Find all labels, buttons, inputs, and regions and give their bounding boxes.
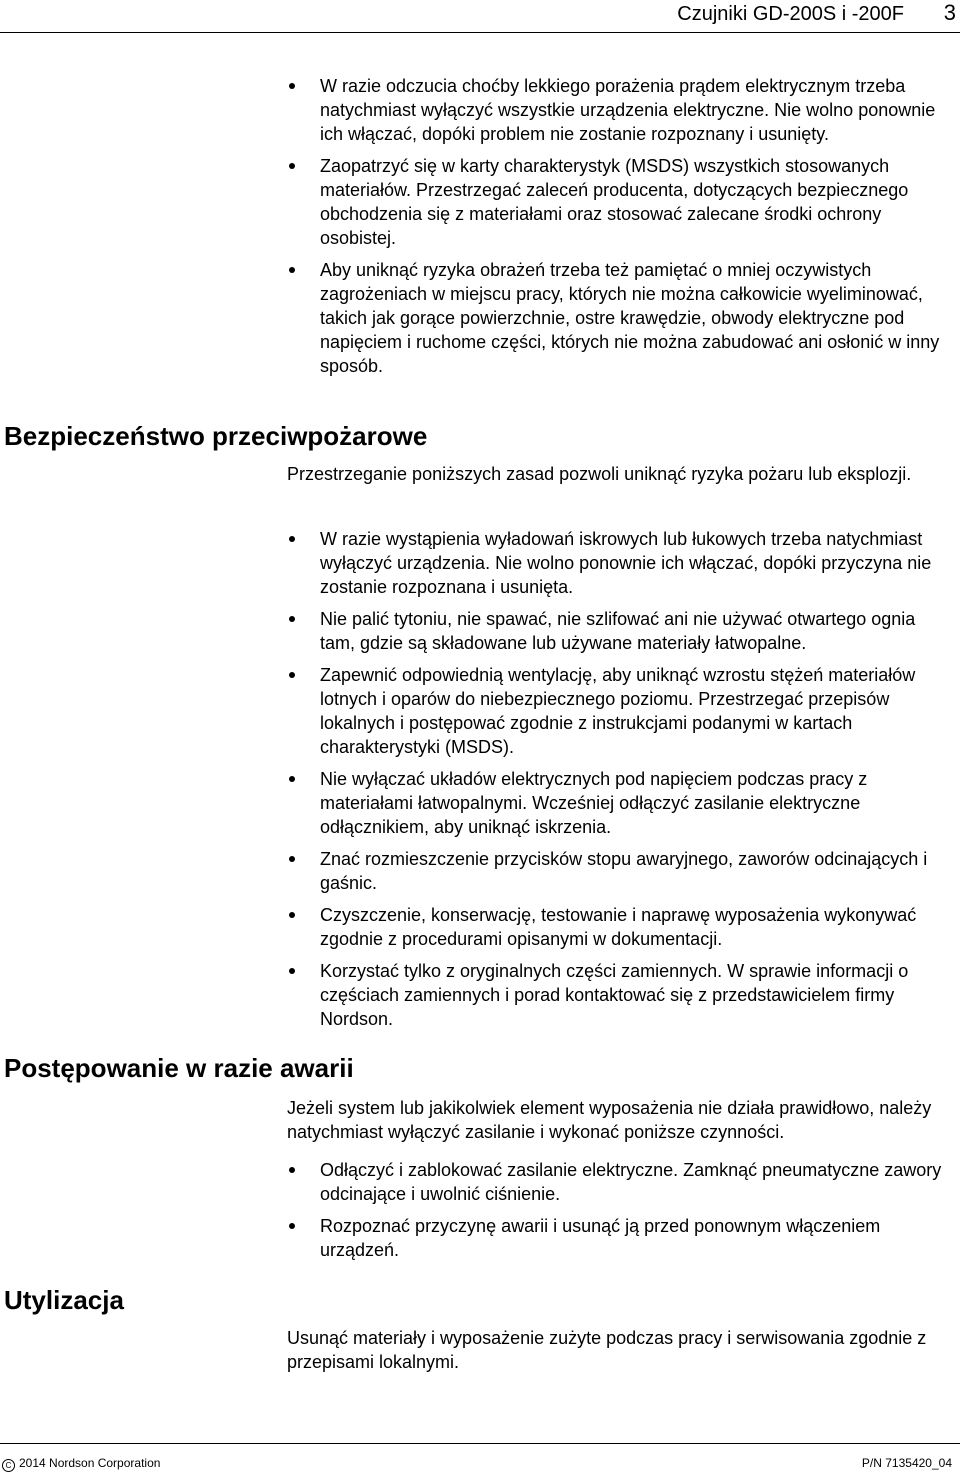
bullet-icon	[289, 536, 295, 542]
footer-part-number: P/N 7135420_04	[861, 1456, 952, 1470]
list-item: Znać rozmieszczenie przycisków stopu awaryjnego, zaworów odcinających i gaśnic.	[287, 847, 955, 895]
list-item: Odłączyć i zablokować zasilanie elektryczne. Zamknąć pneumatyczne zawory odcinające i uwolnić ciśnienie.	[287, 1158, 955, 1206]
section-heading-disposal: Utylizacja	[4, 1285, 124, 1315]
fire-intro-paragraph: Przestrzeganie poniższych zasad pozwoli uniknąć ryzyka pożaru lub eksplozji.	[287, 464, 912, 484]
disposal-paragraph: Usunąć materiały i wyposażenie zużyte podczas pracy i serwisowania zgodnie z przepisami lokalnymi.	[287, 1328, 927, 1372]
top-bullet-list	[287, 74, 955, 378]
bullet-icon	[289, 968, 295, 974]
bullet-icon	[289, 1167, 295, 1173]
list-item: W razie odczucia choćby lekkiego porażenia prądem elektrycznym trzeba natychmiast wyłączyć wszystkie urządzenia elektryczne. Nie wolno ponownie ich włączać, dopóki problem nie zostanie rozpoznany i usunięty.	[287, 74, 955, 146]
list-item: Zapewnić odpowiednią wentylację, aby uniknąć wzrostu stężeń materiałów lotnych i oparów do niebezpiecznego poziomu. Przestrzegać przepisów lokalnych i postępować zgodnie z instrukcjami podanymi w kartach charakterystyki (MSDS).	[287, 663, 955, 759]
bullet-icon	[289, 267, 295, 273]
list-item: W razie wystąpienia wyładowań iskrowych lub łukowych trzeba natychmiast wyłączyć urządzenia. Nie wolno ponownie ich włączać, dopóki przyczyna nie zostanie rozpoznana i usunięta.	[287, 527, 955, 599]
list-item: Czyszczenie, konserwację, testowanie i naprawę wyposażenia wykonywać zgodnie z procedurami opisanymi w dokumentacji.	[287, 903, 955, 951]
section-heading-emergency: Postępowanie w razie awarii	[4, 1053, 354, 1083]
bullet-icon	[289, 912, 295, 918]
footer-divider	[0, 1443, 960, 1444]
bullet-icon	[289, 163, 295, 169]
list-item: Rozpoznać przyczynę awarii i usunąć ją przed ponownym włączeniem urządzeń.	[287, 1214, 955, 1262]
bullet-icon	[289, 776, 295, 782]
emergency-intro-paragraph: Jeżeli system lub jakikolwiek element wyposażenia nie działa prawidłowo, należy natychmiast wyłączyć zasilanie i wykonać poniższe czynności.	[287, 1098, 932, 1142]
list-item: Zaopatrzyć się w karty charakterystyk (MSDS) wszystkich stosowanych materiałów. Przestrzegać zaleceń producenta, dotyczących bezpiecznego obchodzenia się z materiałami oraz stosować zalecane środki ochrony osobistej.	[287, 154, 955, 250]
list-item: Nie wyłączać układów elektrycznych pod napięciem podczas pracy z materiałami łatwopalnymi. Wcześniej odłączyć zasilanie elektryczne odłącznikiem, aby uniknąć iskrzenia.	[287, 767, 955, 839]
bullet-icon	[289, 1223, 295, 1229]
copyright-icon: C	[2, 1459, 15, 1472]
list-item: Aby uniknąć ryzyka obrażeń trzeba też pamiętać o mniej oczywistych zagrożeniach w miejscu pracy, których nie można całkowicie wyeliminować, takich jak gorące powierzchnie, ostre krawędzie, obwody elektryczne pod napięciem i ruchome części, których nie można zabudować ani osłonić w inny sposób.	[287, 258, 955, 378]
running-header-title: Czujniki GD-200S i -200F	[677, 3, 904, 25]
page-number: 3	[943, 0, 956, 25]
bullet-icon	[289, 83, 295, 89]
footer-copyright: C 2014 Nordson Corporation	[2, 1455, 160, 1472]
bullet-icon	[289, 856, 295, 862]
section-heading-fire-safety: Bezpieczeństwo przeciwpożarowe	[4, 421, 428, 451]
header-divider	[0, 32, 960, 33]
bullet-icon	[289, 616, 295, 622]
bullet-icon	[289, 672, 295, 678]
fire-bullet-list	[287, 527, 955, 1031]
emergency-bullet-list	[287, 1158, 955, 1262]
list-item: Nie palić tytoniu, nie spawać, nie szlifować ani nie używać otwartego ognia tam, gdzie są składowane lub używane materiały łatwopalne.	[287, 607, 955, 655]
list-item: Korzystać tylko z oryginalnych części zamiennych. W sprawie informacji o częściach zamiennych i porad kontaktować się z przedstawicielem firmy Nordson.	[287, 959, 955, 1031]
